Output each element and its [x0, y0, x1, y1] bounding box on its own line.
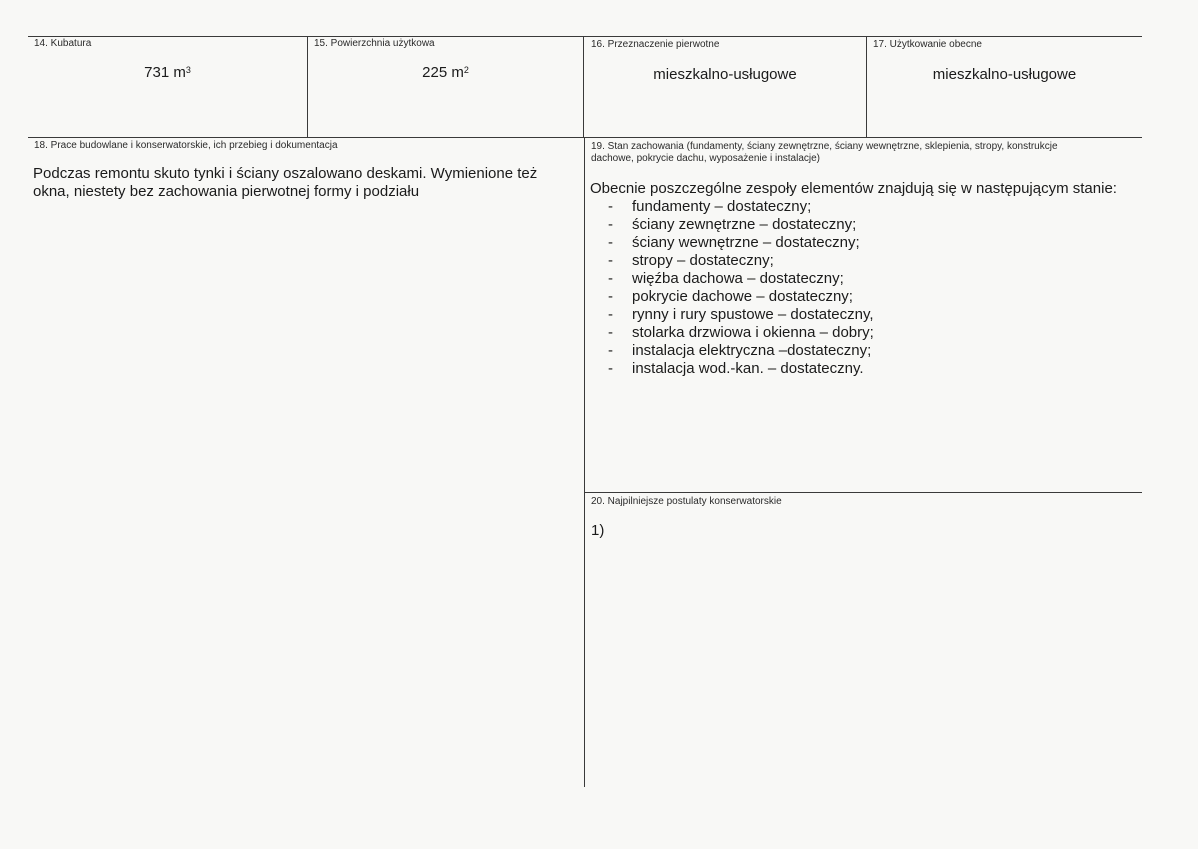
field-14-number: 731 m	[144, 64, 186, 81]
top-row-top-border	[28, 36, 1142, 37]
field-15-label: 15. Powierzchnia użytkowa	[314, 38, 435, 49]
list-item	[590, 234, 874, 252]
divider-14-15	[307, 36, 308, 137]
list-bullet: -	[608, 306, 613, 323]
list-item-text: rynny i rury spustowe – dostateczny,	[632, 306, 874, 323]
list-item	[590, 216, 874, 234]
field-14-unit-exponent: 3	[185, 65, 191, 75]
field-19-label: 19. Stan zachowania (fundamenty, ściany zewnętrzne, ściany wewnętrzne, sklepienia, stropy, konstrukcje dachowe, pokrycie dachu, wyposażenie i instalacje)	[591, 141, 1058, 164]
list-item	[590, 324, 874, 342]
divider-15-16	[583, 36, 584, 137]
list-bullet: -	[608, 342, 613, 359]
list-item	[590, 342, 874, 360]
list-item-text: instalacja elektryczna –dostateczny;	[632, 342, 872, 359]
field-20-text: 1)	[591, 522, 605, 539]
field-14-value	[28, 64, 307, 82]
list-bullet: -	[608, 360, 613, 377]
list-item-text: stolarka drzwiowa i okienna – dobry;	[632, 324, 874, 341]
field-19-condition-list	[590, 198, 874, 378]
list-bullet: -	[608, 324, 613, 341]
field-16-value: mieszkalno-usługowe	[653, 66, 797, 83]
list-item	[590, 270, 874, 288]
top-row-bottom-border	[28, 137, 1142, 138]
field-15-value	[308, 64, 583, 82]
list-item-text: pokrycie dachowe – dostateczny;	[632, 288, 853, 305]
field-17-label: 17. Użytkowanie obecne	[873, 39, 982, 50]
divider-18-19	[584, 137, 585, 787]
field-15-unit-exponent: 2	[463, 65, 469, 75]
field-16-label: 16. Przeznaczenie pierwotne	[591, 39, 720, 50]
list-bullet: -	[608, 288, 613, 305]
field-17-value: mieszkalno-usługowe	[932, 66, 1077, 83]
field-14-label: 14. Kubatura	[34, 38, 92, 49]
list-bullet: -	[608, 234, 613, 251]
divider-19-20	[585, 492, 1142, 493]
field-18-text: Podczas remontu skuto tynki i ściany oszalowano deskami. Wymienione też okna, niestety bez zachowania pierwotnej formy i podziału	[33, 165, 538, 200]
field-20-label: 20. Najpilniejsze postulaty konserwatorskie	[591, 496, 782, 507]
list-item	[590, 252, 874, 270]
list-item-text: instalacja wod.-kan. – dostateczny.	[632, 360, 864, 377]
field-15-number: 225 m	[422, 64, 464, 81]
list-item-text: ściany wewnętrzne – dostateczny;	[632, 234, 860, 251]
list-item	[590, 288, 874, 306]
divider-16-17	[866, 36, 867, 137]
list-item	[590, 360, 874, 378]
list-bullet: -	[608, 252, 613, 269]
list-bullet: -	[608, 198, 613, 215]
field-18-label: 18. Prace budowlane i konserwatorskie, ich przebieg i dokumentacja	[34, 140, 338, 151]
list-item-text: więźba dachowa – dostateczny;	[632, 270, 844, 287]
list-item-text: stropy – dostateczny;	[632, 252, 774, 269]
list-bullet: -	[608, 216, 613, 233]
list-item	[590, 198, 874, 216]
list-item-text: ściany zewnętrzne – dostateczny;	[632, 216, 857, 233]
field-19-intro: Obecnie poszczególne zespoły elementów znajdują się w następującym stanie:	[590, 180, 1117, 197]
list-bullet: -	[608, 270, 613, 287]
list-item-text: fundamenty – dostateczny;	[632, 198, 812, 215]
list-item	[590, 306, 874, 324]
